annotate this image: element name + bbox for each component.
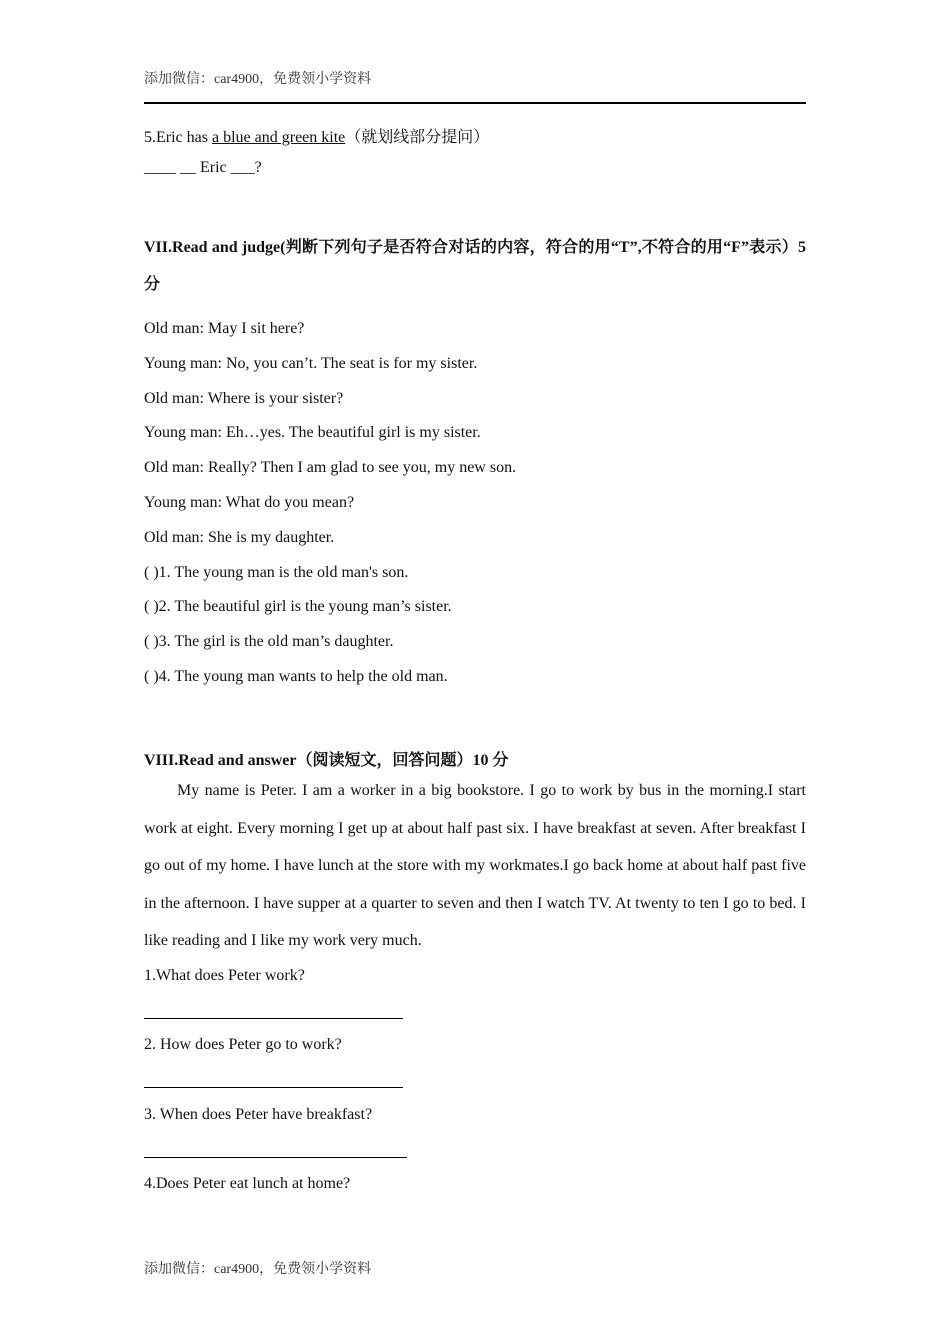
reading-question: 1.What does Peter work? bbox=[144, 967, 305, 984]
section-7-heading: VII.Read and judge(判断下列句子是否符合对话的内容，符合的用“T”,不符合的用“F”表示）5 分 bbox=[144, 239, 806, 293]
judge-statement: ( )3. The girl is the old man’s daughter. bbox=[144, 633, 394, 650]
dialogue-line: Old man: Where is your sister? bbox=[144, 390, 344, 407]
reading-question: 2. How does Peter go to work? bbox=[144, 1036, 342, 1053]
judge-statement: ( )4. The young man wants to help the old man. bbox=[144, 668, 448, 685]
question-5-prefix: 5.Eric has bbox=[144, 129, 212, 146]
answer-line bbox=[144, 1157, 407, 1158]
question-5-instruction: （就划线部分提问） bbox=[345, 129, 490, 146]
question-5 bbox=[144, 124, 489, 147]
reading-passage: My name is Peter. I am a worker in a big bookstore. I go to work by bus in the morning.I start work at eight. Every morning I get up at about half past six. I have breakfast at seven. After breakfast I go out of my home. I have lunch at the store with my workmates.I go back home at about half past five in the afternoon. I have supper at a quarter to seven and then I watch TV. At twenty to ten I go to bed. I like reading and I like my work very much. bbox=[144, 782, 806, 950]
dialogue-line: Old man: Really? Then I am glad to see you, my new son. bbox=[144, 459, 517, 476]
reading-question: 3. When does Peter have breakfast? bbox=[144, 1106, 373, 1123]
answer-line bbox=[144, 1087, 403, 1088]
section-8-heading: VIII.Read and answer（阅读短文，回答问题）10 分 bbox=[144, 752, 509, 769]
dialogue-line: Old man: She is my daughter. bbox=[144, 529, 335, 546]
header-note: 添加微信：car4900，免费领小学资料 bbox=[144, 72, 372, 87]
dialogue-line: Old man: May I sit here? bbox=[144, 320, 305, 337]
header-divider bbox=[144, 102, 806, 104]
question-5-underlined: a blue and green kite bbox=[211, 129, 346, 146]
footer-note: 添加微信：car4900，免费领小学资料 bbox=[144, 1262, 372, 1277]
dialogue-line: Young man: Eh…yes. The beautiful girl is my sister. bbox=[144, 424, 481, 441]
dialogue-line: Young man: What do you mean? bbox=[144, 494, 355, 511]
answer-line bbox=[144, 1018, 403, 1019]
reading-question: 4.Does Peter eat lunch at home? bbox=[144, 1175, 351, 1192]
question-5-answer-blank: ____ __ Eric ___? bbox=[144, 159, 262, 176]
dialogue-line: Young man: No, you can’t. The seat is for my sister. bbox=[144, 355, 478, 372]
judge-statement: ( )1. The young man is the old man's son. bbox=[144, 564, 409, 581]
judge-statement: ( )2. The beautiful girl is the young man’s sister. bbox=[144, 598, 452, 615]
